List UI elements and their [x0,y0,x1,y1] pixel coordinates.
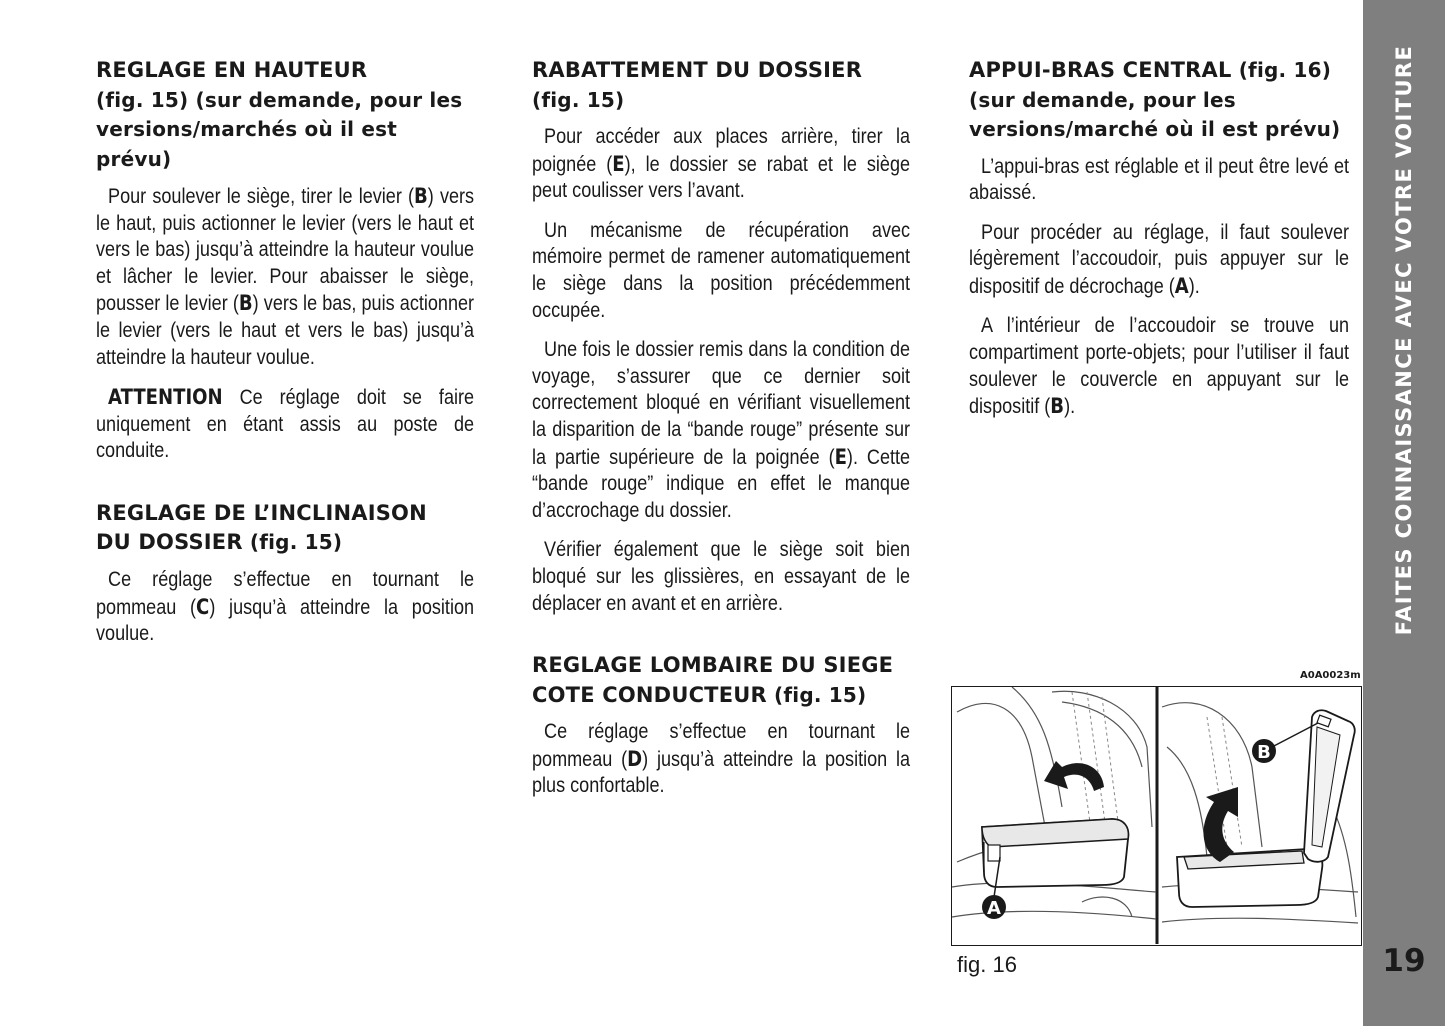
column-left [96,56,474,661]
section-backrest-fold [532,56,910,617]
paragraph: L’appui-bras est réglable et il peut être levé et abaissé. [969,154,1350,205]
heading-subtitle: (fig. 15) (sur demande, pour les [96,87,463,112]
heading-title: REGLAGE EN HAUTEUR [96,58,368,82]
heading-subtitle: versions/marché où il est prévu) [969,117,1341,141]
page-number: 19 [1382,943,1426,979]
paragraph: A l’intérieur de l’accoudoir se trouve un compartiment porte-objets; pour l’utiliser il faut soulever le couvercle en appuyant sur le dispositif (B). [969,314,1350,419]
label-a: A [987,898,1001,919]
section-heading [96,499,474,558]
heading-title: COTE CONDUCTEUR [532,682,767,707]
heading-subtitle: (sur demande, pour les [969,87,1236,112]
section-armrest [969,56,1349,421]
figure-reference: (fig. 15) [242,530,343,555]
figure-caption: fig. 16 [957,952,1017,977]
left-armrest [982,819,1128,887]
paragraph: Pour soulever le siège, tirer le levier (B) vers le haut, puis actionner le levier (vers le haut et vers le bas) jusqu’à atteindre la hauteur voulue et lâcher le levier. Pour abaisser le siège, pousser le levier (B) vers le bas, puis actionner le levier (vers le haut et vers le bas) jusqu’à atteindre la hauteur voulue. [96,184,475,369]
heading-title: REGLAGE LOMBAIRE DU SIEGE [532,653,894,678]
ref-letter: B [1050,394,1065,419]
label-b: B [1257,742,1271,763]
section-height-adjust [96,56,474,465]
figure-reference: (fig. 15) [532,87,625,112]
figure-reference: (fig. 16) [1231,58,1332,82]
paragraph: Ce réglage s’effectue en tournant le pommeau (D) jusqu’à atteindre la position la plus confortable. [532,720,911,798]
section-heading [969,56,1349,145]
ref-letter: D [627,746,643,771]
figure-code: A0A0023m [1300,670,1361,681]
ref-letter: B [414,184,428,208]
paragraph: Une fois le dossier remis dans la condition de voyage, s’assurer que ce dernier soit correctement bloqué en vérifiant visuellement la disparition de la “bande rouge” présente sur la partie supérieure de la poignée (E). Cette “bande rouge” indique en effet le manque d’accrochage du dossier. [532,338,911,522]
heading-title: REGLAGE DE L’INCLINAISON [96,500,427,525]
page-number-box [1363,938,1445,984]
paragraph: Pour accéder aux places arrière, tirer la poignée (E), le dossier se rabat et le siège peut coulisser vers l’avant. [532,125,911,203]
lift-lid-arrow-icon [1204,787,1238,862]
attention-label: ATTENTION [108,385,223,410]
armrest-illustration [951,686,1362,946]
paragraph: Vérifier également que le siège soit bien bloqué sur les glissières, en essayant de le déplacer en avant et en arrière. [532,538,911,615]
heading-title: DU DOSSIER [96,530,243,555]
armrest-drawing [952,687,1360,944]
ref-letter: E [834,444,847,469]
attention-paragraph: ATTENTION Ce réglage doit se faire uniquement en étant assis au poste de conduite. [96,385,475,463]
ref-letter: A [1174,273,1189,298]
section-backrest-tilt [96,499,474,648]
column-right [969,56,1349,434]
column-middle [532,56,910,813]
section-heading [96,56,474,174]
ref-letter: C [196,594,210,619]
ref-letter: E [612,151,625,176]
chapter-sidebar [1363,0,1445,1026]
heading-title: APPUI-BRAS CENTRAL [969,58,1232,82]
section-heading [532,56,910,115]
heading-title: RABATTEMENT DU DOSSIER [532,58,863,82]
ref-letter: B [238,291,253,316]
paragraph: Un mécanisme de récupération avec mémoire permet de ramener automatiquement le siège dans la position précédemment occupée. [532,218,911,322]
section-lumbar [532,651,910,800]
paragraph: Ce réglage s’effectue en tournant le pommeau (C) jusqu’à atteindre la position voulue. [96,567,475,646]
paragraph: Pour procéder au réglage, il faut soulever légèrement l’accoudoir, puis appuyer sur le dispositif de décrochage (A). [969,220,1350,298]
chapter-title: FAITES CONNAISSANCE AVEC VOTRE VOITURE [1392,44,1416,636]
figure-reference: (fig. 15) [766,682,867,707]
section-heading [532,651,910,710]
heading-subtitle: versions/marchés où il est prévu) [96,117,397,171]
lift-arrow-icon [1044,761,1104,791]
